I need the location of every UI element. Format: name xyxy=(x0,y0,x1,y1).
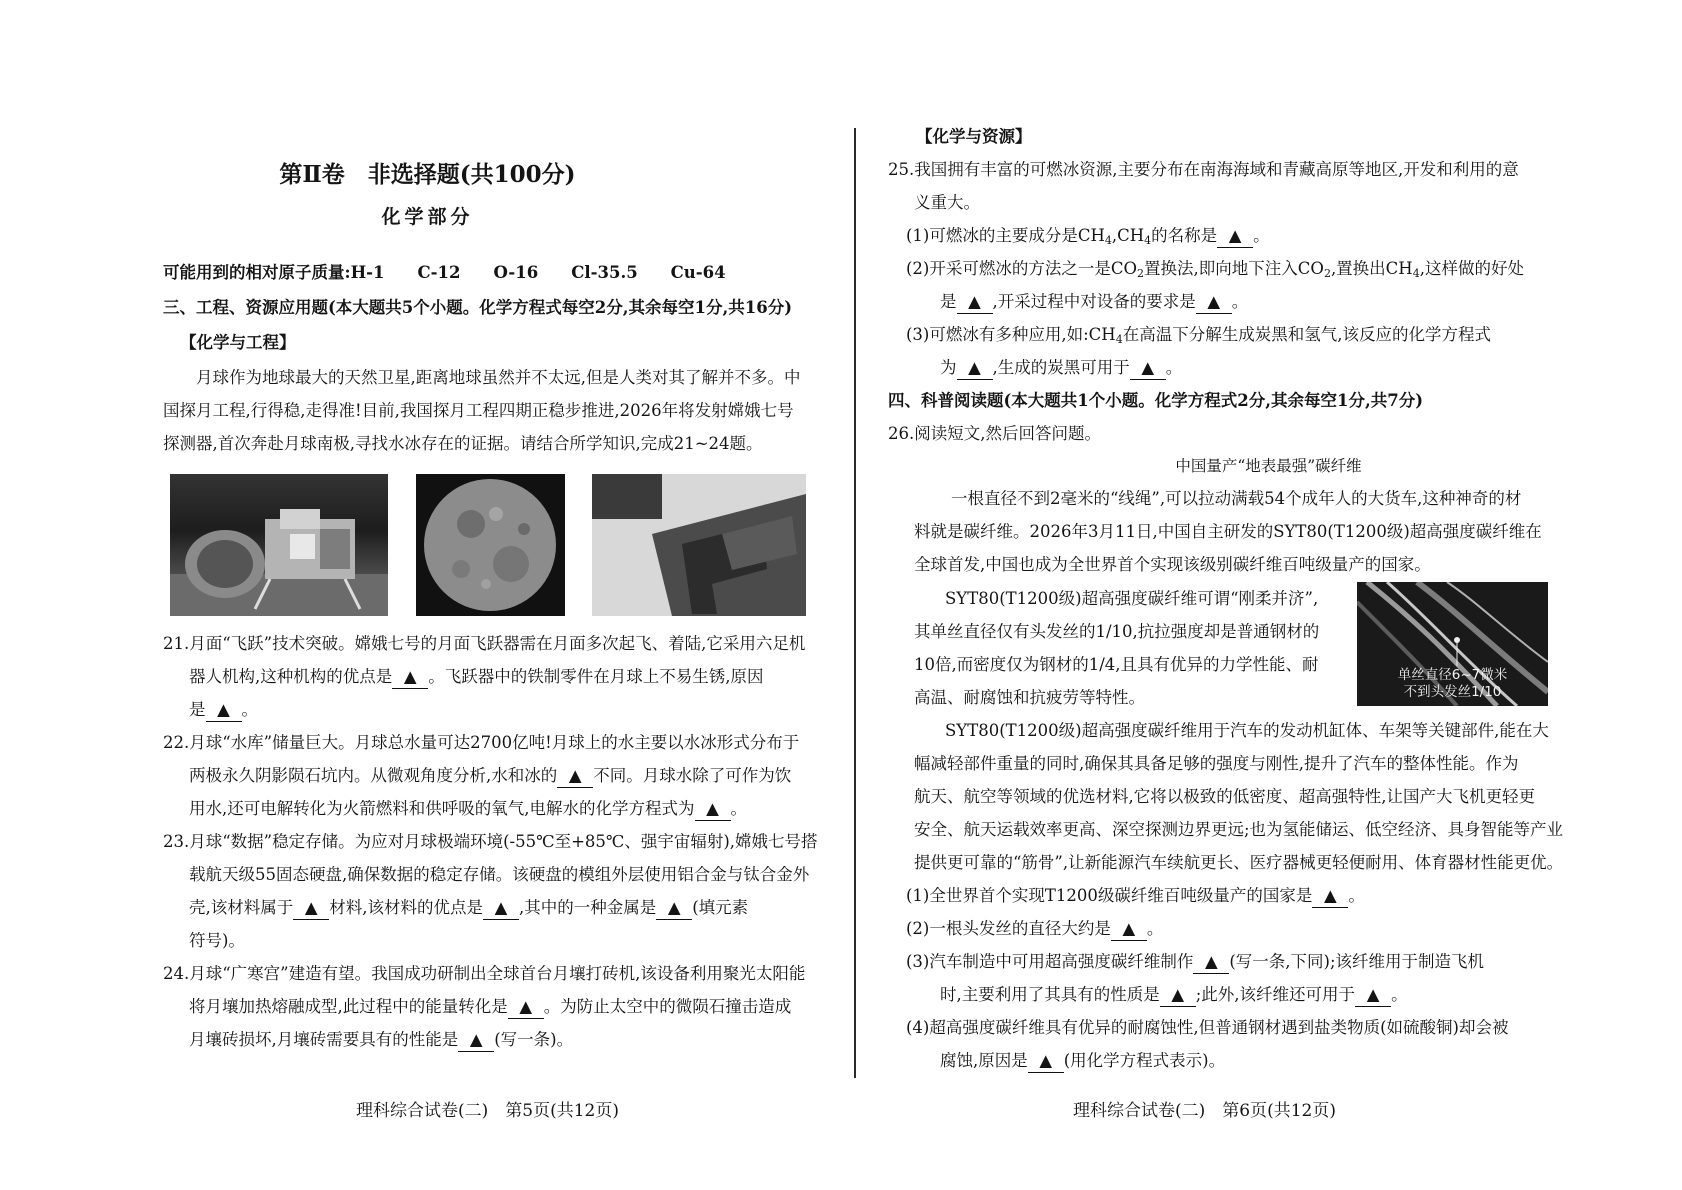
q25-1-blank[interactable]: ▲ xyxy=(1217,225,1253,248)
q26-sub4-line-1: (4)超高强度碳纤维具有优异的耐腐蚀性,但普通钢材遇到盐类物质(如硫酸铜)却会被 xyxy=(906,1018,1509,1037)
q26-2-blank[interactable]: ▲ xyxy=(1111,918,1147,941)
q24-line-2: 将月壤加热熔融成型,此过程中的能量转化是 ▲ 。为防止太空中的微陨石撞击造成 xyxy=(189,996,791,1019)
q26-sub4-line-2: 腐蚀,原因是 ▲ (用化学方程式表示)。 xyxy=(940,1050,1225,1073)
resource-tag: 【化学与资源】 xyxy=(916,127,1032,146)
q26-sub2: (2)一根头发丝的直径大约是 ▲ 。 xyxy=(906,918,1163,941)
q26-intro: 26.阅读短文,然后回答问题。 xyxy=(888,424,1101,443)
q26-sub1: (1)全世界首个实现T1200级碳纤维百吨级量产的国家是 ▲ 。 xyxy=(906,885,1365,908)
q23-blank-3[interactable]: ▲ xyxy=(656,897,692,920)
right-page-footer: 理科综合试卷(二) 第6页(共12页) xyxy=(1073,1101,1336,1121)
article-p2-line-1: SYT80(T1200级)超高强度碳纤维可谓“刚柔并济”, xyxy=(945,589,1319,608)
q21-line-1: 21.月面“飞跃”技术突破。嫦娥七号的月面飞跃器需在月面多次起飞、着陆,它采用六足机 xyxy=(163,634,806,653)
article-title: 中国量产“地表最强”碳纤维 xyxy=(1175,457,1362,475)
q25-3-blank-2[interactable]: ▲ xyxy=(1130,357,1166,380)
article-p2-line-2: 其单丝直径仅有头发丝的1/10,抗拉强度却是普通钢材的 xyxy=(914,622,1320,641)
q26-4-blank[interactable]: ▲ xyxy=(1028,1050,1064,1073)
q25-2-blank-1[interactable]: ▲ xyxy=(957,291,993,314)
left-page-footer: 理科综合试卷(二) 第5页(共12页) xyxy=(356,1101,619,1121)
article-p1-line-2: 料就是碳纤维。2026年3月11日,中国自主研发的SYT80(T1200级)超高强度碳纤维在 xyxy=(914,522,1542,541)
q25-sub2-line-2: 是 ▲ ,开采过程中对设备的要求是 ▲ 。 xyxy=(940,291,1248,314)
article-p2-line-4: 高温、耐腐蚀和抗疲劳等特性。 xyxy=(914,688,1145,707)
q25-sub3-line-1: (3)可燃冰有多种应用,如$:CH_4$在高温下分解生成炭黑和氢气,该反应的化学方程式 xyxy=(906,325,1491,346)
q24-blank-2[interactable]: ▲ xyxy=(458,1029,494,1052)
photo-caption-2: 不到头发丝1/10 xyxy=(1403,684,1502,700)
q22-blank-2[interactable]: ▲ xyxy=(695,798,731,821)
q26-1-blank[interactable]: ▲ xyxy=(1312,885,1348,908)
q26-3-blank-1[interactable]: ▲ xyxy=(1193,951,1229,974)
intro-line-3: 探测器,首次奔赴月球南极,寻找水冰存在的证据。请结合所学知识,完成21~24题。 xyxy=(163,434,763,453)
q25-sub1: (1)可燃冰的主要成分是$CH_4,CH_4$的名称是 ▲ 。 xyxy=(906,226,1270,247)
q26-3-blank-3[interactable]: ▲ xyxy=(1355,984,1391,1007)
article-p1-line-1: 一根直径不到2毫米的“线绳”,可以拉动满载54个成年人的大货车,这种神奇的材 xyxy=(951,489,1522,508)
q26-sub3-line-1: (3)汽车制造中可用超高强度碳纤维制作 ▲ (写一条,下同);该纤维用于制造飞机 xyxy=(906,951,1484,974)
engineering-tag: 【化学与工程】 xyxy=(180,333,296,352)
intro-line-1: 月球作为地球最大的天然卫星,距离地球虽然并不太远,但是人类对其了解并不多。中 xyxy=(196,368,801,387)
q21-blank-1[interactable]: ▲ xyxy=(392,666,428,689)
q23-line-1: 23.月球“数据”稳定存储。为应对月球极端环境(-55℃至+85℃、强宇宙辐射),嫦娥七号搭 xyxy=(163,832,818,851)
article-p3-line-3: 航天、航空等领域的优选材料,它将以极致的低密度、超高强特性,让国产大飞机更轻更 xyxy=(914,787,1535,806)
article-p3-line-5: 提供更可靠的“筋骨”,让新能源汽车续航更长、医疗器械更轻便耐用、体育器材性能更优。 xyxy=(914,853,1564,872)
q25-3-blank-1[interactable]: ▲ xyxy=(957,357,993,380)
q25-line-2: 义重大。 xyxy=(914,193,980,212)
q24-line-3: 月壤砖损坏,月壤砖需要具有的性能是 ▲ (写一条)。 xyxy=(189,1029,573,1052)
moon-photo xyxy=(416,474,565,616)
q21-line-3: 是 ▲ 。 xyxy=(189,699,258,722)
q23-blank-1[interactable]: ▲ xyxy=(293,897,329,920)
section4-heading: 四、科普阅读题(本大题共1个小题。化学方程式2分,其余每空1分,共7分) xyxy=(888,391,1424,410)
q23-line-4: 符号)。 xyxy=(189,931,245,950)
lunar-lander-photo xyxy=(170,474,388,616)
article-p1-line-3: 全球首发,中国也成为全世界首个实现该级别碳纤维百吨级量产的国家。 xyxy=(914,555,1431,574)
q22-blank-1[interactable]: ▲ xyxy=(557,765,593,788)
q25-line-1: 25.我国拥有丰富的可燃冰资源,主要分布在南海海域和青藏高原等地区,开发和利用的意 xyxy=(888,160,1519,179)
article-p3-line-2: 幅减轻部件重量的同时,确保其具备足够的强度与刚性,提升了汽车的整体性能。作为 xyxy=(914,754,1519,773)
q25-sub3-line-2: 为 ▲ ,生成的炭黑可用于 ▲ 。 xyxy=(940,357,1182,380)
q24-line-1: 24.月球“广寒宫”建造有望。我国成功研制出全球首台月壤打砖机,该设备利用聚光太阳能 xyxy=(163,964,806,983)
article-p3-line-1: SYT80(T1200级)超高强度碳纤维用于汽车的发动机缸体、车架等关键部件,能在大 xyxy=(945,721,1549,740)
q23-line-3: 壳,该材料属于 ▲ 材料,该材料的优点是 ▲ ,其中的一种金属是 ▲ (填元素 xyxy=(189,897,748,920)
q23-blank-2[interactable]: ▲ xyxy=(483,897,519,920)
paper-section-title: 第Ⅱ卷 非选择题(共100分) xyxy=(279,161,576,188)
q25-2-blank-2[interactable]: ▲ xyxy=(1196,291,1232,314)
moon-brick-photo xyxy=(592,474,806,616)
article-p3-line-4: 安全、航天运载效率更高、深空探测边界更远;也为氢能储运、低空经济、具身智能等产业 xyxy=(914,820,1564,839)
q23-line-2: 载航天级55固态硬盘,确保数据的稳定存储。该硬盘的模组外层使用铝合金与钛合金外 xyxy=(189,865,810,884)
intro-line-2: 国探月工程,行得稳,走得准!目前,我国探月工程四期正稳步推进,2026年将发射嫦娥七号 xyxy=(163,401,794,420)
q21-line-2: 器人机构,这种机构的优点是 ▲ 。飞跃器中的铁制零件在月球上不易生锈,原因 xyxy=(189,666,764,689)
section3-heading: 三、工程、资源应用题(本大题共5个小题。化学方程式每空2分,其余每空1分,共16分) xyxy=(163,298,793,317)
article-p2-line-3: 10倍,而密度仅为钢材的1/4,且具有优异的力学性能、耐 xyxy=(914,655,1319,674)
q22-line-3: 用水,还可电解转化为火箭燃料和供呼吸的氧气,电解水的化学方程式为 ▲ 。 xyxy=(189,798,747,821)
q22-line-1: 22.月球“水库”储量巨大。月球总水量可达2700亿吨!月球上的水主要以水冰形式分布于 xyxy=(163,733,800,752)
carbon-fiber-photo xyxy=(1357,582,1548,706)
atomic-masses: 可能用到的相对原子质量:H-1 C-12 O-16 Cl-35.5 Cu-64 xyxy=(163,263,726,282)
q26-3-blank-2[interactable]: ▲ xyxy=(1160,984,1196,1007)
q22-line-2: 两极永久阴影陨石坑内。从微观角度分析,水和冰的 ▲ 不同。月球水除了可作为饮 xyxy=(189,765,791,788)
q25-sub2-line-1: (2)开采可燃冰的方法之一是$CO_2$置换法,即向地下注入$CO_2$,置换出$CH_4$,这样做的好处 xyxy=(906,259,1524,280)
q26-sub3-line-2: 时,主要利用了其具有的性质是 ▲ ;此外,该纤维还可用于 ▲ 。 xyxy=(940,984,1408,1007)
chemistry-part-heading: 化学部分 xyxy=(381,206,474,228)
photo-caption-1: 单丝直径6~7微米 xyxy=(1397,667,1508,683)
q21-blank-2[interactable]: ▲ xyxy=(206,699,242,722)
right-page xyxy=(855,0,1682,1190)
q24-blank-1[interactable]: ▲ xyxy=(508,996,544,1019)
